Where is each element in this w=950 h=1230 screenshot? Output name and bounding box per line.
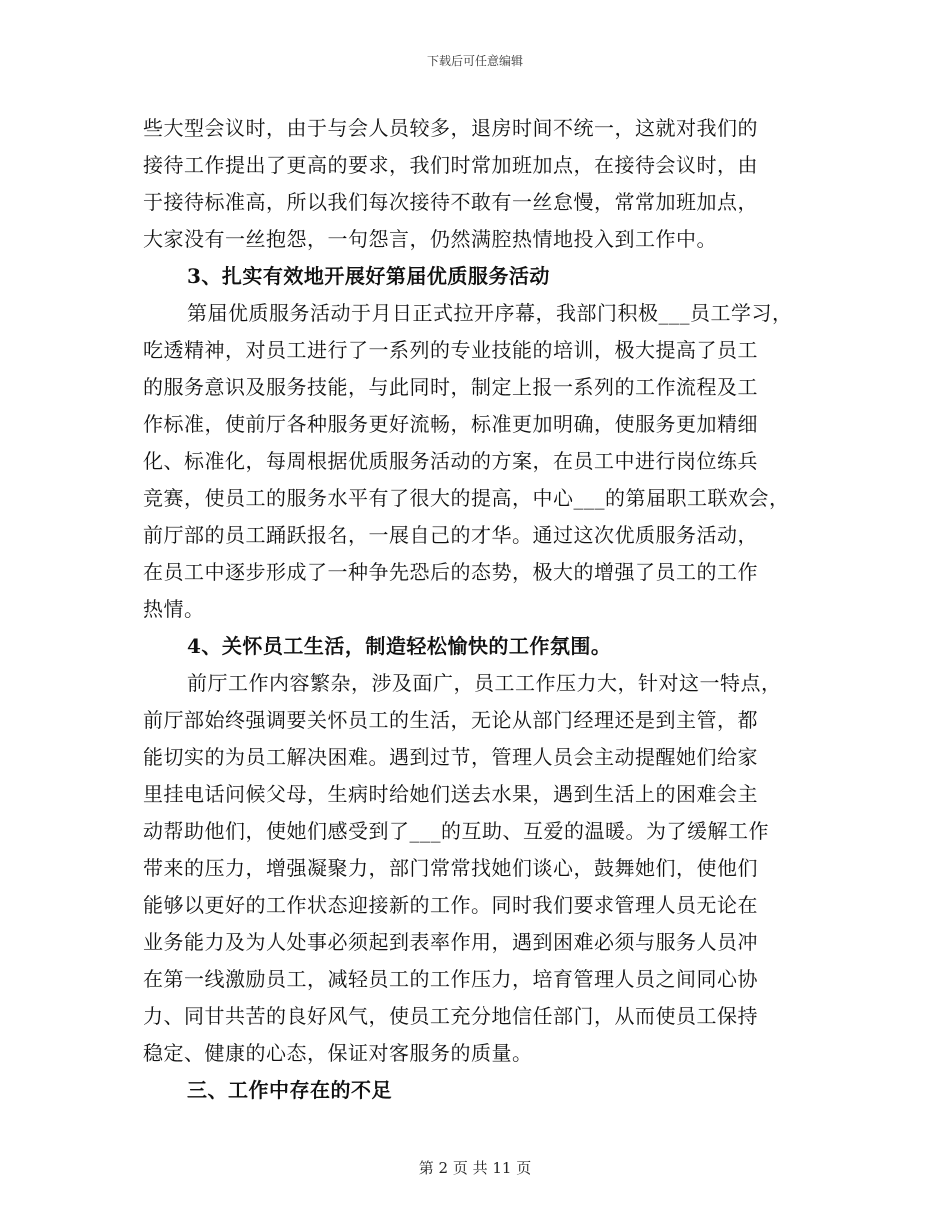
paragraph-line: 能切实的为员工解决困难。遇到过节，管理人员会主动提醒她们给家 xyxy=(143,745,758,769)
paragraph-line: 热情。 xyxy=(143,597,205,621)
document-body xyxy=(143,110,833,1109)
page-footer: 第 2 页 共 11 页 xyxy=(418,1159,532,1177)
section-heading: 3、扎实有效地开展好第届优质服务活动 xyxy=(187,264,550,288)
page-header: 下载后可任意编辑 xyxy=(426,54,523,68)
paragraph-line: 作标准，使前厅各种服务更好流畅，标准更加明确，使服务更加精细 xyxy=(143,412,758,436)
paragraph-line: 接待工作提出了更高的要求，我们时常加班加点，在接待会议时，由 xyxy=(143,153,758,177)
paragraph-line: 大家没有一丝抱怨，一句怨言，仍然满腔热情地投入到工作中。 xyxy=(143,227,717,251)
paragraph-line: 力、同甘共苦的良好风气，使员工充分地信任部门，从而使员工保持 xyxy=(143,1004,758,1028)
paragraph-line: 前厅部的员工踊跃报名，一展自己的才华。通过这次优质服务活动， xyxy=(143,523,758,547)
paragraph-line: 能够以更好的工作状态迎接新的工作。同时我们要求管理人员无论在 xyxy=(143,893,758,917)
paragraph-line: 前厅工作内容繁杂，涉及面广，员工工作压力大，针对这一特点， xyxy=(187,671,782,695)
paragraph-line: 动帮助他们，使她们感受到了___的互助、互爱的温暖。为了缓解工作 xyxy=(143,819,769,843)
section-heading: 三、工作中存在的不足 xyxy=(187,1078,392,1102)
paragraph-line: 些大型会议时，由于与会人员较多，退房时间不统一，这就对我们的 xyxy=(143,116,758,140)
paragraph-line: 在第一线激励员工，减轻员工的工作压力，培育管理人员之间同心协 xyxy=(143,967,758,991)
paragraph-line: 化、标准化，每周根据优质服务活动的方案，在员工中进行岗位练兵 xyxy=(143,449,758,473)
paragraph-line: 业务能力及为人处事必须起到表率作用，遇到困难必须与服务人员冲 xyxy=(143,930,758,954)
paragraph-line: 的服务意识及服务技能，与此同时，制定上报一系列的工作流程及工 xyxy=(143,375,758,399)
section-heading: 4、关怀员工生活，制造轻松愉快的工作氛围。 xyxy=(187,634,612,658)
paragraph-line: 竞赛，使员工的服务水平有了很大的提高，中心___的第届职工联欢会， xyxy=(143,486,790,510)
paragraph-line: 第届优质服务活动于月日正式拉开序幕，我部门积极___员工学习， xyxy=(187,301,793,325)
paragraph-line: 吃透精神，对员工进行了一系列的专业技能的培训，极大提高了员工 xyxy=(143,338,758,362)
paragraph-line: 于接待标准高，所以我们每次接待不敢有一丝怠慢，常常加班加点， xyxy=(143,190,758,214)
paragraph-line: 在员工中逐步形成了一种争先恐后的态势，极大的增强了员工的工作 xyxy=(143,560,758,584)
paragraph-line: 带来的压力，增强凝聚力，部门常常找她们谈心，鼓舞她们，使他们 xyxy=(143,856,758,880)
paragraph-line: 前厅部始终强调要关怀员工的生活，无论从部门经理还是到主管，都 xyxy=(143,708,758,732)
paragraph-line: 里挂电话问候父母，生病时给她们送去水果，遇到生活上的困难会主 xyxy=(143,782,758,806)
paragraph-line: 稳定、健康的心态，保证对客服务的质量。 xyxy=(143,1041,533,1065)
